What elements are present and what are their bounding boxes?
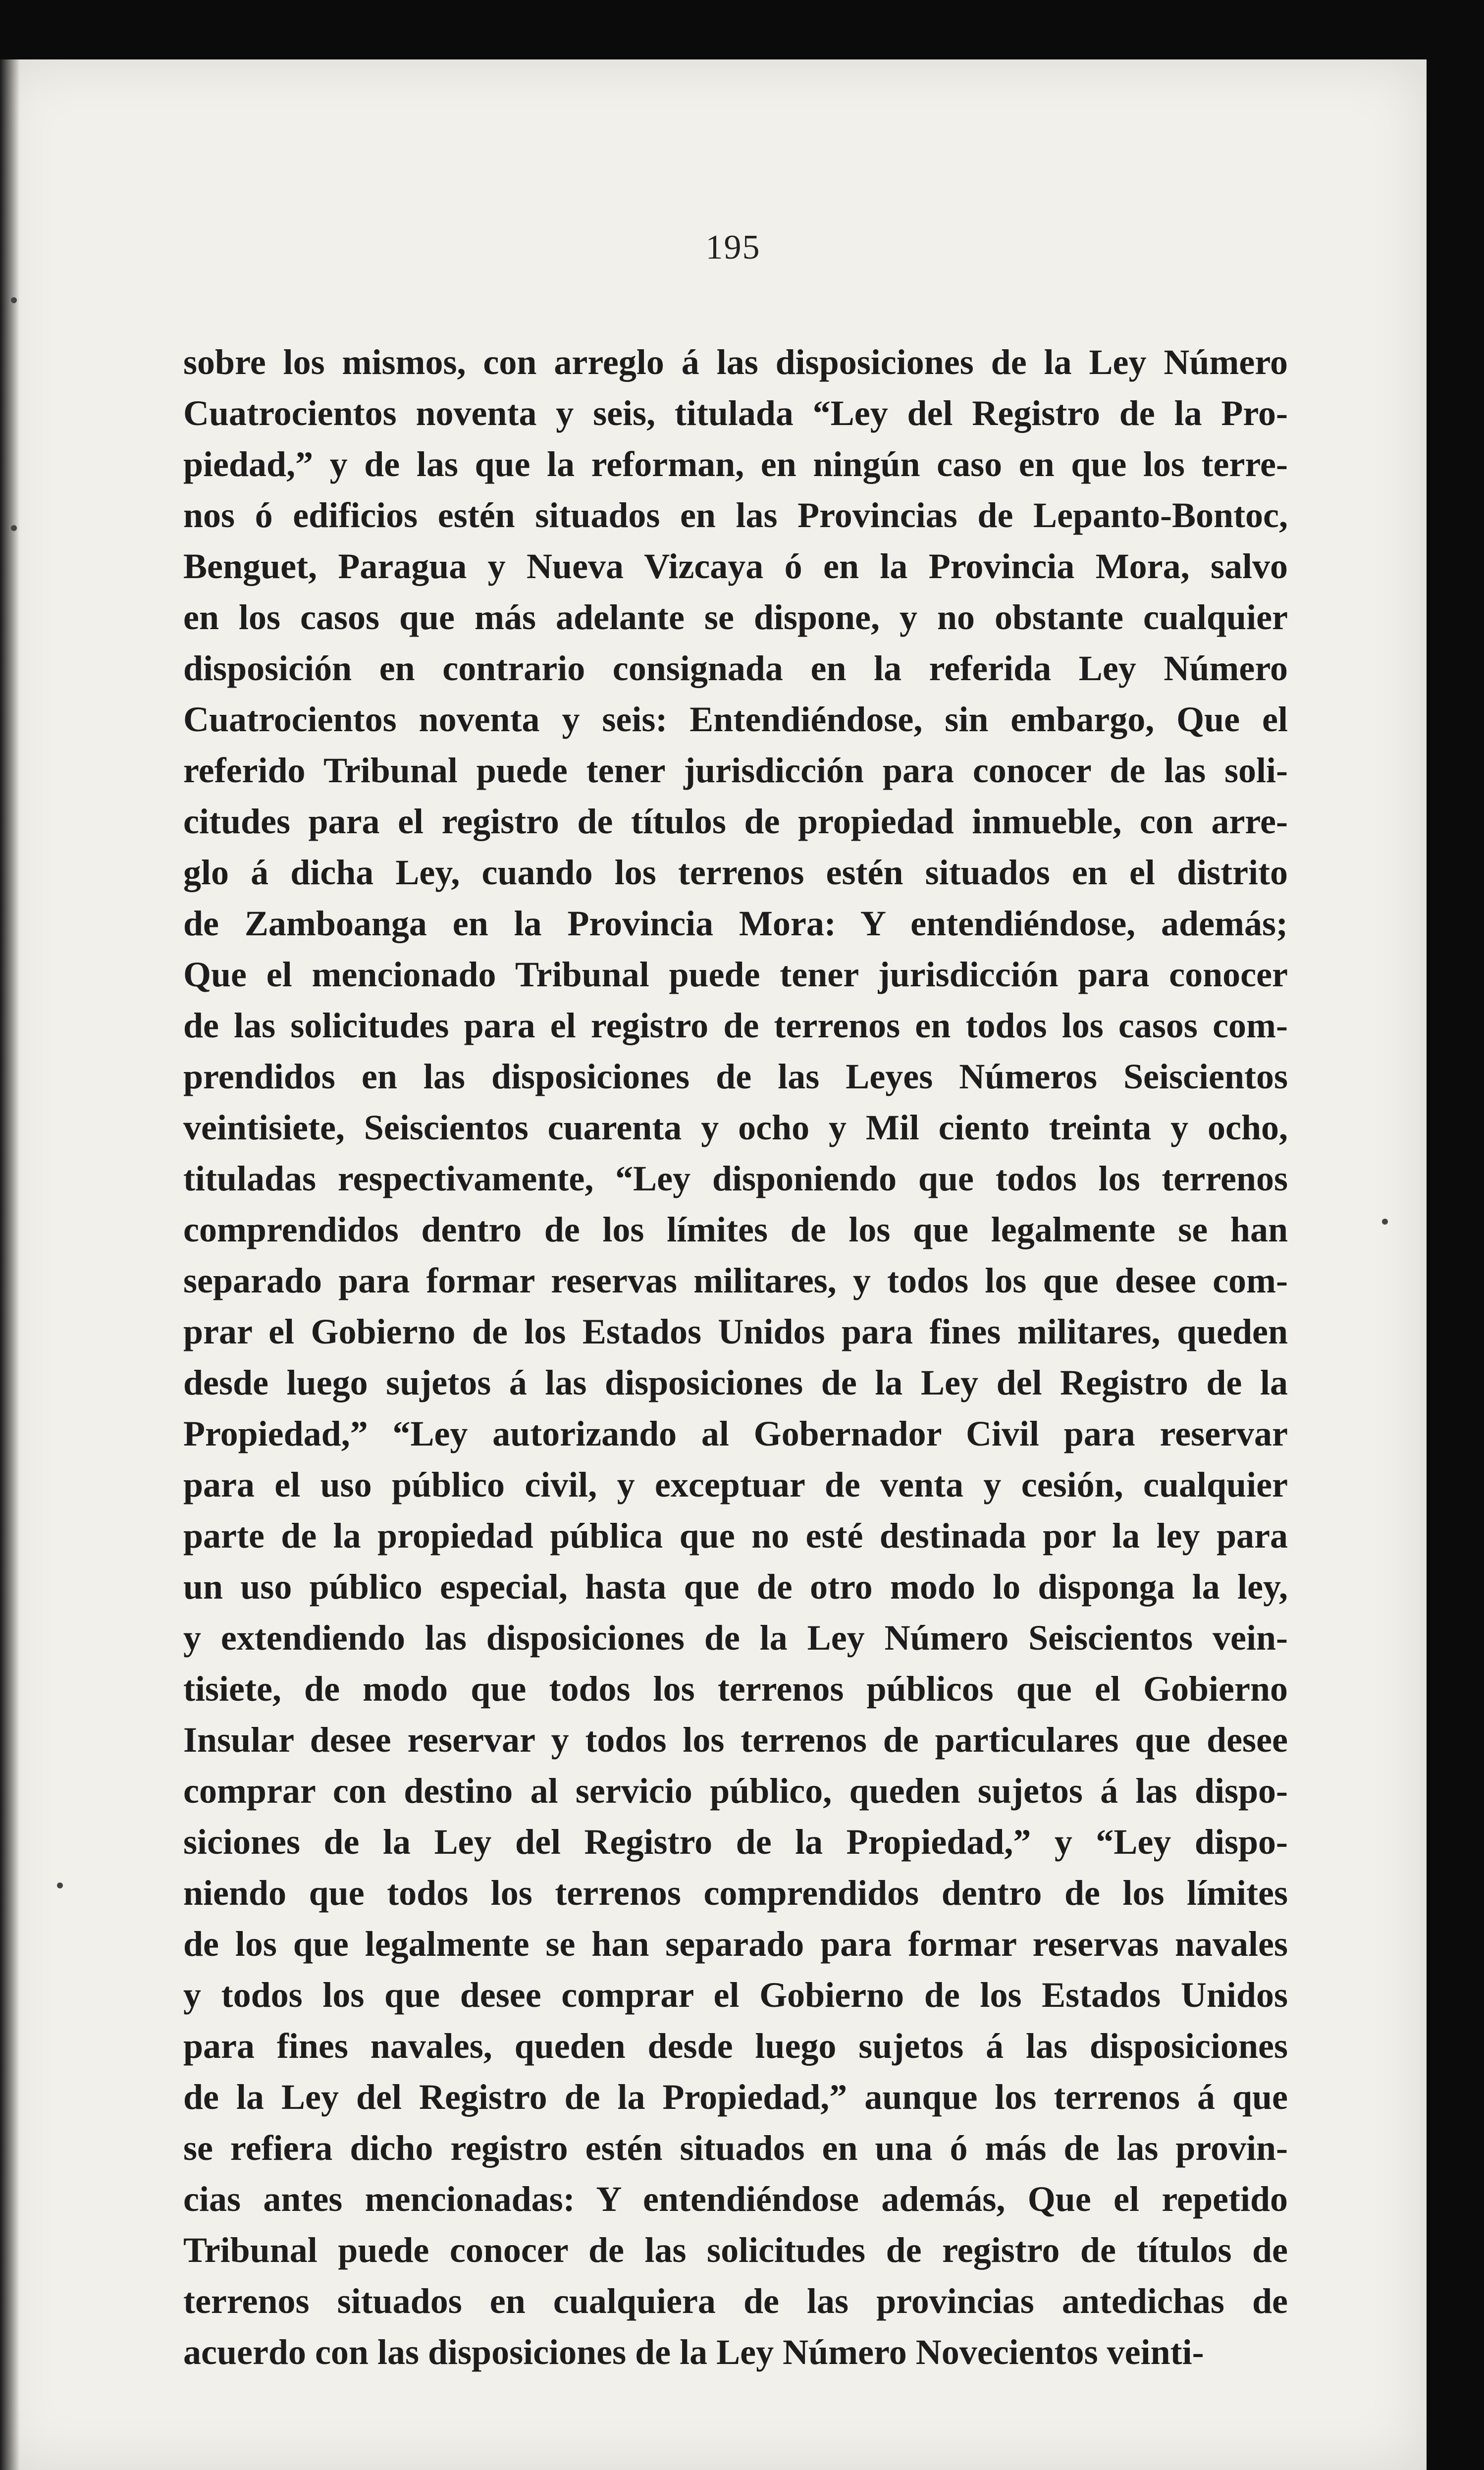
- text-line: niendo que todos los terrenos comprendidos dentro de los límites: [183, 1873, 1288, 1913]
- text-line: de Zamboanga en la Provincia Mora: Y entendiéndose, además;: [183, 904, 1288, 943]
- page-number: 195: [705, 228, 761, 267]
- text-line: para el uso público civil, y exceptuar de venta y cesión, cualquier: [183, 1465, 1288, 1504]
- text-line: Insular desee reservar y todos los terrenos de particulares que desee: [183, 1720, 1288, 1760]
- document-page: [0, 59, 1427, 2470]
- text-line: Tribunal puede conocer de las solicitudes de registro de títulos de: [183, 2230, 1288, 2270]
- text-line: glo á dicha Ley, cuando los terrenos estén situados en el distrito: [183, 853, 1288, 892]
- text-line: siciones de la Ley del Registro de la Propiedad,” y “Ley dispo-: [183, 1822, 1288, 1862]
- text-line: comprar con destino al servicio público, queden sujetos á las dispo-: [183, 1771, 1288, 1811]
- text-line: piedad,” y de las que la reforman, en ningún caso en que los terre-: [183, 444, 1288, 484]
- body-text: [183, 337, 1288, 2378]
- text-line: parte de la propiedad pública que no esté destinada por la ley para: [183, 1516, 1288, 1556]
- text-line: citudes para el registro de títulos de propiedad inmueble, con arre-: [183, 802, 1288, 841]
- text-line: separado para formar reservas militares, y todos los que desee com-: [183, 1261, 1288, 1300]
- text-line: y todos los que desee comprar el Gobierno de los Estados Unidos: [183, 1975, 1288, 2015]
- text-line: Cuatrocientos noventa y seis: Entendiéndose, sin embargo, Que el: [183, 699, 1288, 739]
- text-line: y extendiendo las disposiciones de la Ley Número Seiscientos vein-: [183, 1618, 1288, 1658]
- text-line: prendidos en las disposiciones de las Leyes Números Seiscientos: [183, 1057, 1288, 1096]
- text-line: para fines navales, queden desde luego sujetos á las disposiciones: [183, 2026, 1288, 2066]
- text-line: Que el mencionado Tribunal puede tener jurisdicción para conocer: [183, 955, 1288, 994]
- text-line: cias antes mencionadas: Y entendiéndose además, Que el repetido: [183, 2179, 1288, 2219]
- text-line: Propiedad,” “Ley autorizando al Gobernador Civil para reservar: [183, 1414, 1288, 1453]
- text-line: un uso público especial, hasta que de otro modo lo disponga la ley,: [183, 1567, 1288, 1607]
- text-line: de los que legalmente se han separado para formar reservas navales: [183, 1924, 1288, 1964]
- text-line: terrenos situados en cualquiera de las provincias antedichas de: [183, 2281, 1288, 2321]
- margin-mark: [11, 525, 17, 531]
- margin-mark: [1382, 1219, 1388, 1225]
- text-line: disposición en contrario consignada en la referida Ley Número: [183, 648, 1288, 688]
- text-line: desde luego sujetos á las disposiciones de la Ley del Registro de la: [183, 1363, 1288, 1402]
- text-line: nos ó edificios estén situados en las Provincias de Lepanto-Bontoc,: [183, 495, 1288, 535]
- text-line: en los casos que más adelante se dispone, y no obstante cualquier: [183, 597, 1288, 637]
- text-line: tituladas respectivamente, “Ley disponiendo que todos los terrenos: [183, 1159, 1288, 1198]
- text-line: se refiera dicho registro estén situados en una ó más de las provin-: [183, 2128, 1288, 2168]
- text-line: acuerdo con las disposiciones de la Ley Número Novecientos veinti-: [183, 2332, 1204, 2372]
- text-line: comprendidos dentro de los límites de los que legalmente se han: [183, 1210, 1288, 1249]
- margin-mark: [57, 1882, 63, 1888]
- text-line: de las solicitudes para el registro de terrenos en todos los casos com-: [183, 1006, 1288, 1045]
- text-line: prar el Gobierno de los Estados Unidos para fines militares, queden: [183, 1312, 1288, 1351]
- text-line: veintisiete, Seiscientos cuarenta y ocho y Mil ciento treinta y ocho,: [183, 1108, 1288, 1147]
- text-line: Cuatrocientos noventa y seis, titulada “Ley del Registro de la Pro-: [183, 393, 1288, 433]
- text-line: referido Tribunal puede tener jurisdicción para conocer de las soli-: [183, 751, 1288, 790]
- text-line: sobre los mismos, con arreglo á las disposiciones de la Ley Número: [183, 342, 1288, 382]
- text-line: tisiete, de modo que todos los terrenos públicos que el Gobierno: [183, 1669, 1288, 1709]
- text-line: Benguet, Paragua y Nueva Vizcaya ó en la Provincia Mora, salvo: [183, 546, 1288, 586]
- margin-mark: [11, 297, 17, 303]
- binding-shadow: [0, 59, 20, 2470]
- text-line: de la Ley del Registro de la Propiedad,” aunque los terrenos á que: [183, 2077, 1288, 2117]
